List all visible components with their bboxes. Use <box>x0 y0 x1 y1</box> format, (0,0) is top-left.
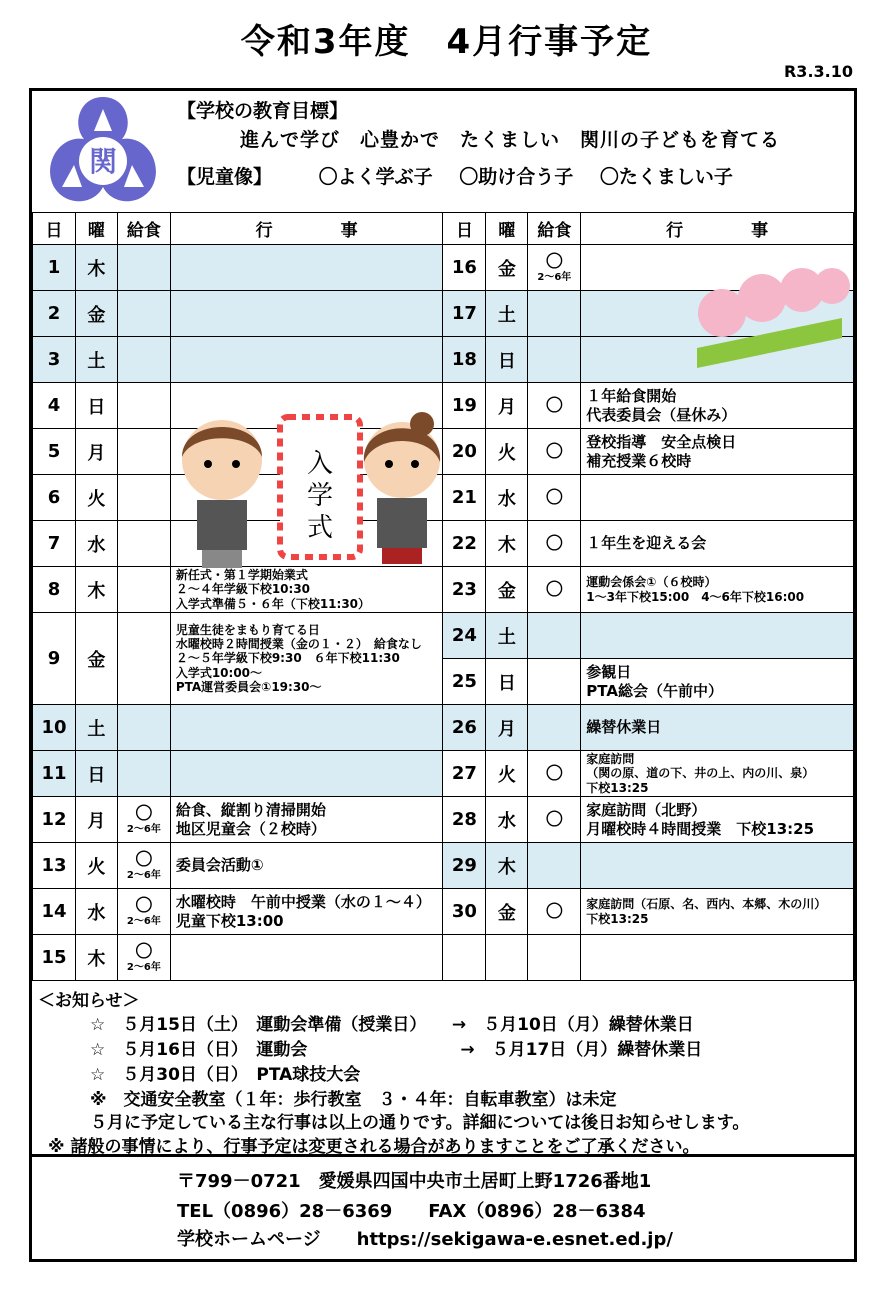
lunch-cell <box>117 383 170 429</box>
lunch-cell <box>117 751 170 797</box>
lunch-mark: 〇 <box>135 803 153 824</box>
weekday: 日 <box>486 659 528 705</box>
day-number: 27 <box>443 751 486 797</box>
lunch-cell <box>528 383 581 429</box>
day-number: 3 <box>33 337 76 383</box>
day-number: 2 <box>33 291 76 337</box>
weekday: 月 <box>75 797 117 843</box>
weekday: 木 <box>75 245 117 291</box>
event-cell <box>170 291 443 337</box>
col-day: 日 <box>33 213 76 245</box>
weekday: 木 <box>486 843 528 889</box>
day-number: 25 <box>443 659 486 705</box>
day-number: 24 <box>443 613 486 659</box>
table-row <box>33 843 854 889</box>
notice-section <box>32 986 854 1157</box>
event-cell <box>170 337 443 383</box>
lunch-grade: 2～6年 <box>126 869 161 881</box>
lunch-mark: 〇 <box>545 579 563 600</box>
empty-cell <box>486 935 528 981</box>
event-cell: 児童生徒をまもり育てる日 水曜校時２時間授業（金の１・２） 給食なし ２～５年学級下校9:30 ６年下校11:30 入学式10:00～ PTA運営委員会①19:30～ <box>170 613 443 705</box>
lunch-grade: 2～6年 <box>537 271 572 283</box>
svg-text:学: 学 <box>306 481 334 511</box>
day-number: 8 <box>33 567 76 613</box>
day-number: 1 <box>33 245 76 291</box>
col-day: 日 <box>443 213 486 245</box>
lunch-cell <box>528 751 581 797</box>
lunch-cell <box>117 337 170 383</box>
notice-line: ※ 諸般の事情により、行事予定は変更される場合がありますことをご了承ください。 <box>48 1137 700 1157</box>
lunch-cell <box>528 291 581 337</box>
day-number: 22 <box>443 521 486 567</box>
day-number: 4 <box>33 383 76 429</box>
school-phone: TEL（0896）28－6369 FAX（0896）28－6384 <box>177 1201 646 1222</box>
svg-text:式: 式 <box>306 513 334 543</box>
weekday: 水 <box>75 521 117 567</box>
table-row <box>33 889 854 935</box>
day-number: 9 <box>33 613 76 705</box>
day-number: 5 <box>33 429 76 475</box>
lunch-cell <box>528 797 581 843</box>
lunch-cell <box>117 797 170 843</box>
lunch-mark: 〇 <box>135 849 153 870</box>
empty-cell <box>581 935 854 981</box>
lunch-cell <box>528 337 581 383</box>
weekday: 火 <box>75 843 117 889</box>
table-row <box>33 751 854 797</box>
ideal-child <box>177 162 753 189</box>
event-cell: １年生を迎える会 <box>581 521 854 567</box>
school-address: 〒799－0721 愛媛県四国中央市土居町上野1726番地1 <box>177 1171 652 1192</box>
weekday: 火 <box>486 751 528 797</box>
table-row <box>33 521 854 567</box>
lunch-cell <box>528 659 581 705</box>
weekday: 金 <box>486 245 528 291</box>
event-cell <box>170 935 443 981</box>
table-row <box>33 383 854 429</box>
notice-line: ☆ ５月16日（日） 運動会 → ５月17日（月）繰替休業日 <box>90 1040 703 1060</box>
day-number: 26 <box>443 705 486 751</box>
lunch-cell <box>117 291 170 337</box>
event-cell <box>170 705 443 751</box>
col-weekday: 曜 <box>486 213 528 245</box>
weekday: 月 <box>486 383 528 429</box>
lunch-mark: 〇 <box>545 533 563 554</box>
day-number: 23 <box>443 567 486 613</box>
weekday: 土 <box>486 613 528 659</box>
lunch-cell <box>117 705 170 751</box>
day-number: 11 <box>33 751 76 797</box>
lunch-grade: 2～6年 <box>126 961 161 973</box>
weekday: 金 <box>486 567 528 613</box>
school-website[interactable]: 学校ホームページ https://sekigawa-e.esnet.ed.jp/ <box>177 1229 673 1250</box>
col-lunch: 給食 <box>117 213 170 245</box>
lunch-grade: 2～6年 <box>126 915 161 927</box>
weekday: 月 <box>486 705 528 751</box>
cherry-blossom-illustration <box>692 268 852 368</box>
event-cell: 給食、縦割り清掃開始 地区児童会（２校時） <box>170 797 443 843</box>
col-lunch: 給食 <box>528 213 581 245</box>
day-number: 10 <box>33 705 76 751</box>
day-number: 7 <box>33 521 76 567</box>
event-cell: 家庭訪問（石原、名、西内、本郷、木の川） 下校13:25 <box>581 889 854 935</box>
lunch-cell <box>528 475 581 521</box>
event-cell <box>581 613 854 659</box>
lunch-cell <box>117 429 170 475</box>
weekday: 金 <box>486 889 528 935</box>
lunch-cell <box>528 429 581 475</box>
lunch-cell <box>117 613 170 705</box>
event-cell: 登校指導 安全点検日 補充授業６校時 <box>581 429 854 475</box>
event-cell: １年給食開始 代表委員会（昼休み） <box>581 383 854 429</box>
table-row <box>33 705 854 751</box>
weekday: 土 <box>75 705 117 751</box>
lunch-cell <box>528 521 581 567</box>
lunch-cell <box>528 613 581 659</box>
table-row <box>33 567 854 613</box>
day-number: 17 <box>443 291 486 337</box>
weekday: 木 <box>486 521 528 567</box>
lunch-cell <box>117 475 170 521</box>
lunch-cell <box>117 567 170 613</box>
event-cell: 水曜校時 午前中授業（水の１～４） 児童下校13:00 <box>170 889 443 935</box>
lunch-mark: 〇 <box>135 895 153 916</box>
day-number: 12 <box>33 797 76 843</box>
weekday: 水 <box>75 889 117 935</box>
weekday: 木 <box>75 567 117 613</box>
lunch-mark: 〇 <box>545 763 563 784</box>
lunch-cell <box>117 521 170 567</box>
svg-text:関: 関 <box>88 145 118 178</box>
empty-cell <box>443 935 486 981</box>
lunch-mark: 〇 <box>545 901 563 922</box>
lunch-cell <box>528 245 581 291</box>
event-cell <box>170 245 443 291</box>
weekday: 火 <box>486 429 528 475</box>
day-number: 21 <box>443 475 486 521</box>
event-cell: 新任式・第１学期始業式 ２～４年学級下校10:30 入学式準備５・６年（下校11:30） <box>170 567 443 613</box>
event-cell: 参観日 PTA総会（午前中） <box>581 659 854 705</box>
table-row <box>33 935 854 981</box>
notice-heading: ＜お知らせ＞ <box>38 991 140 1011</box>
weekday: 日 <box>75 751 117 797</box>
col-weekday: 曜 <box>75 213 117 245</box>
event-cell <box>581 475 854 521</box>
weekday: 水 <box>486 797 528 843</box>
lunch-cell <box>117 935 170 981</box>
col-event: 行 事 <box>581 213 854 245</box>
notice-line: ☆ ５月30日（日） PTA球技大会 <box>90 1065 361 1085</box>
weekday: 土 <box>75 337 117 383</box>
goals-header <box>32 91 854 215</box>
event-cell: 家庭訪問 （関の原、道の下、井の上、内の川、泉） 下校13:25 <box>581 751 854 797</box>
entrance-ceremony-illustration <box>172 412 442 572</box>
weekday: 水 <box>486 475 528 521</box>
event-cell: 運動会係会①（６校時） 1～3年下校15:00 4～6年下校16:00 <box>581 567 854 613</box>
weekday: 土 <box>486 291 528 337</box>
lunch-cell <box>528 889 581 935</box>
goals-text: 進んで学び 心豊かで たくましい 関川の子どもを育てる <box>240 129 781 151</box>
notice-line: ☆ ５月15日（土） 運動会準備（授業日） → ５月10日（月）繰替休業日 <box>90 1015 694 1035</box>
lunch-cell <box>117 843 170 889</box>
event-cell <box>170 751 443 797</box>
day-number: 30 <box>443 889 486 935</box>
day-number: 20 <box>443 429 486 475</box>
lunch-mark: 〇 <box>545 487 563 508</box>
event-cell: 繰替休業日 <box>581 705 854 751</box>
empty-cell <box>528 935 581 981</box>
lunch-mark: 〇 <box>545 251 563 272</box>
lunch-mark: 〇 <box>545 441 563 462</box>
lunch-cell <box>528 567 581 613</box>
ideal-item: 〇助け合う子 <box>459 166 574 188</box>
lunch-grade: 2～6年 <box>126 823 161 835</box>
event-cell <box>581 843 854 889</box>
schedule-frame <box>29 88 857 1262</box>
table-row <box>33 475 854 521</box>
day-number: 13 <box>33 843 76 889</box>
school-emblem-icon <box>42 95 164 207</box>
day-number: 29 <box>443 843 486 889</box>
ideal-item: 〇たくましい子 <box>599 166 733 188</box>
day-number: 16 <box>443 245 486 291</box>
table-row <box>33 797 854 843</box>
table-row <box>33 429 854 475</box>
lunch-cell <box>117 245 170 291</box>
ideal-item: 〇よく学ぶ子 <box>318 166 433 188</box>
weekday: 日 <box>486 337 528 383</box>
weekday: 月 <box>75 429 117 475</box>
col-event: 行 事 <box>170 213 443 245</box>
notice-line: ５月に予定している主な行事は以上の通りです。詳細については後日お知らせします。 <box>90 1113 750 1133</box>
lunch-mark: 〇 <box>545 395 563 416</box>
weekday: 金 <box>75 613 117 705</box>
day-number: 6 <box>33 475 76 521</box>
table-row <box>33 613 854 659</box>
day-number: 14 <box>33 889 76 935</box>
ideal-label: 【児童像】 <box>177 166 273 188</box>
day-number: 28 <box>443 797 486 843</box>
weekday: 日 <box>75 383 117 429</box>
lunch-mark: 〇 <box>135 941 153 962</box>
weekday: 金 <box>75 291 117 337</box>
weekday: 木 <box>75 935 117 981</box>
lunch-cell <box>117 889 170 935</box>
goals-heading: 【学校の教育目標】 <box>177 100 349 122</box>
notice-line: ※ 交通安全教室（１年：歩行教室 ３・４年：自転車教室）は未定 <box>90 1090 617 1110</box>
event-cell: 委員会活動① <box>170 843 443 889</box>
lunch-mark: 〇 <box>545 809 563 830</box>
issue-date: R3.3.10 <box>783 62 853 81</box>
lunch-cell <box>528 705 581 751</box>
day-number: 18 <box>443 337 486 383</box>
weekday: 火 <box>75 475 117 521</box>
lunch-cell <box>528 843 581 889</box>
svg-text:入: 入 <box>306 449 334 479</box>
event-cell: 家庭訪問（北野） 月曜校時４時間授業 下校13:25 <box>581 797 854 843</box>
day-number: 15 <box>33 935 76 981</box>
page-title: 令和3年度 4月行事予定 <box>240 22 653 62</box>
day-number: 19 <box>443 383 486 429</box>
